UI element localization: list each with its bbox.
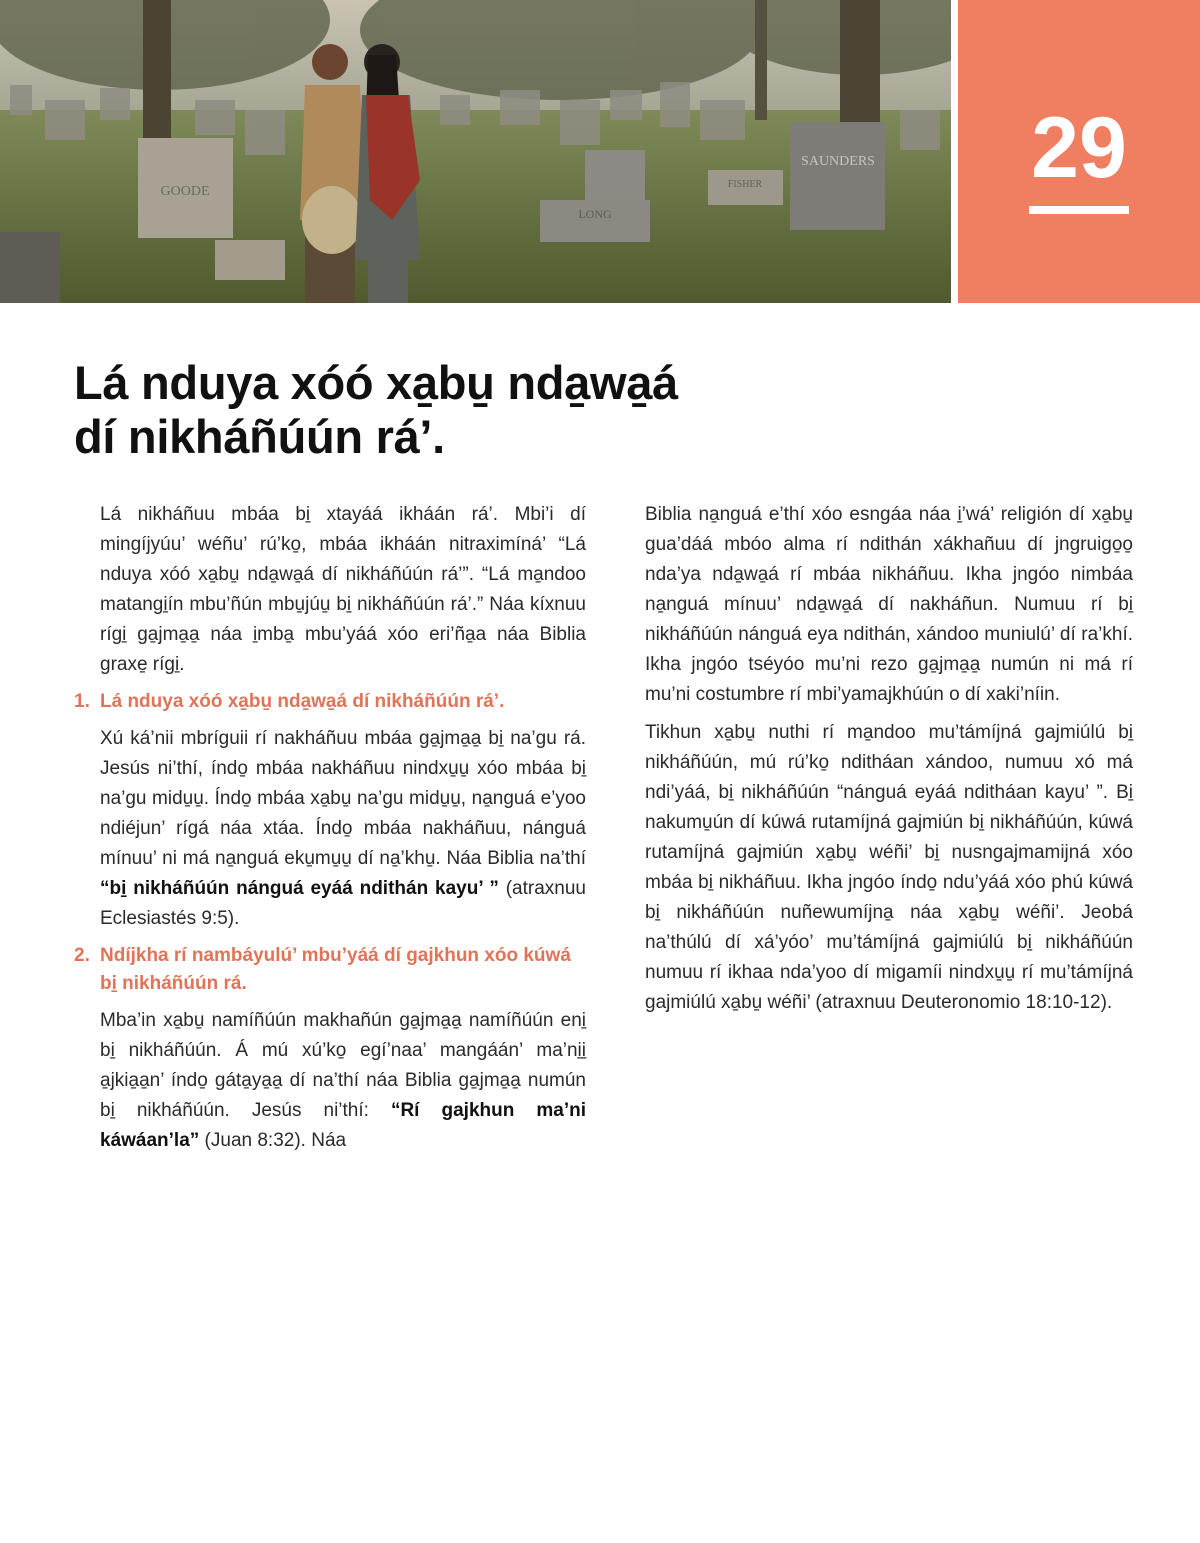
question-1-text: Lá nduya xóó xa̱bu̱ nda̱wa̱á dí nikháñúún rá’. bbox=[100, 691, 505, 712]
question-2-scripture-quote: “Rí gajkhun ma’ni káwáan’la” bbox=[100, 1100, 586, 1151]
question-1-heading bbox=[74, 688, 586, 716]
right-paragraph-2: Tikhun xa̱bu̱ nuthi rí ma̱ndoo mu’támíjná gajmiúlú bi̱ nikháñúún, mú rú’ko̱ nditháan xándoo, numuu xó má ndi’yáá, bi̱ nikháñúún “nánguá eyáá nditháan kayu’ ”. Bi̱ nakumu̱ún dí kúwá rutamíjná gajmiún bi̱ nikháñúún, kúwá rutamíjná gajmiún xa̱bu̱ wéñi’ bi̱ nusngajmamijná xóo mbáa bi̱ nikháñuu. Ikha jngóo índo̱ ndu’yáá xóo phú kúwá bi̱ nikháñúún nuñewumíjna̱ náa xa̱bu̱ wéñi’. Jeobá na’thúlú dí xá’yóo’ mu’támíjná gajmiúlú bi̱ nikháñúún numuu rí ikhaa nda’yoo dí migamíi nindxu̱u̱ rí mu’támíjná gajmiúlú xa̱bu̱ wéñi’ (atraxnuu Deuteronomio 18:10-12). bbox=[645, 722, 1133, 1013]
lesson-title-line-2: dí nikháñúún rá’. bbox=[74, 410, 445, 463]
question-1-number: 1. bbox=[74, 691, 90, 712]
lesson-number-underline bbox=[1029, 206, 1129, 214]
question-1-body: Xú ká’nii mbríguii rí nakháñuu mbáa ga̱jma̱a̱ bi̱ na’gu rá. Jesús ni’thí, índo̱ mbáa nakháñuu nindxu̱u̱ xóo mbáa bi̱ na’gu midu̱u̱. Índo̱ mbáa xa̱bu̱ na’gu midu̱u̱, na̱nguá e’yoo ndiéjun’ rígá náa xtáa. Índo̱ mbáa nakháñuu, nánguá mínuu’ ni má na̱nguá eku̱mu̱u̱ dí na̱’khu̱. Náa Biblia na’thí bbox=[100, 728, 586, 869]
question-2-number: 2. bbox=[74, 945, 90, 966]
question-2-reference: (Juan 8:32). Náa bbox=[199, 1130, 347, 1151]
question-2-paragraph bbox=[74, 1006, 586, 1156]
headstone-text: GOODE bbox=[160, 184, 210, 199]
question-2-heading bbox=[74, 942, 586, 998]
left-column bbox=[74, 500, 586, 1164]
right-column bbox=[645, 500, 1133, 1026]
lesson-number: 29 bbox=[1031, 100, 1127, 196]
question-2-text: Ndíjkha rí nambáyulú’ mbu’yáá dí gajkhun xóo kúwá bi̱ nikháñúún rá. bbox=[100, 945, 571, 994]
cemetery-photo bbox=[0, 0, 951, 303]
lesson-title bbox=[74, 356, 894, 464]
headstone-text: LONG bbox=[578, 207, 612, 221]
lesson-title-line-1: Lá nduya xóó xa̱bu̱ nda̱wa̱á bbox=[74, 356, 678, 409]
intro-paragraph: Lá nikháñuu mbáa bi̱ xtayáá ikháán rá’. Mbi’i dí mingíjyúu’ wéñu’ rú’ko̱, mbáa ikháán nitraximíná’ “Lá nduya xóó xa̱bu̱ nda̱wa̱á dí nikháñúún rá’”. “Lá ma̱ndoo matangi̱ín mbu’ñún mbu̱júu̱ bi̱ nikháñúún rá’.” Náa kíxnuu rígi̱ ga̱jma̱a̱ náa i̱mba̱ mbu’yáá xóo eri’ña̱a náa Biblia graxe̱ rígi̱. bbox=[100, 504, 586, 675]
header-photo bbox=[0, 0, 951, 303]
question-1-paragraph bbox=[74, 724, 586, 934]
headstone-text: FISHER bbox=[727, 179, 763, 190]
question-2-body: Mba’in xa̱bu̱ namíñúún makhañún ga̱jma̱a̱ namíñúún eni̱ bi̱ nikháñúún. Á mú xú’ko̱ egí’naa’ mangáán’ ma’ni̱i̱ a̱jkia̱a̱n’ índo̱ gáta̱ya̱a̱ dí na’thí náa Biblia ga̱jma̱a̱ numún bi̱ nikháñúún. Jesús ni’thí: bbox=[100, 1010, 586, 1121]
right-paragraph-1: Biblia na̱nguá e’thí xóo esngáa náa i̱’wá’ religión dí xa̱bu̱ gua’dáá mbóo alma rí ndithán xákhañuu dí jngruigo̱o̱ nda’ya nda̱wa̱á rí mbáa nikháñuu. Ikha jngóo nimbáa na̱nguá mínuu’ nda̱wa̱á dí nakháñun. Numuu rí bi̱ nikháñúún nánguá eya ndithán, xándoo muniulú’ dí ra’khí. Ikha jngóo tséyóo mu’ni rezo ga̱jma̱a̱ numún ni má rí mu’ni costumbre rí mbi’yamajkhúún o dí xaki’níin. bbox=[645, 504, 1133, 705]
question-1-reference: (atraxnuu Eclesiastés 9:5). bbox=[100, 878, 586, 929]
headstone-text: SAUNDERS bbox=[801, 154, 875, 169]
question-1-scripture-quote: “bi̱ nikháñúún nánguá eyáá ndithán kayu’ ” bbox=[100, 878, 499, 899]
lesson-number-box bbox=[958, 0, 1200, 303]
